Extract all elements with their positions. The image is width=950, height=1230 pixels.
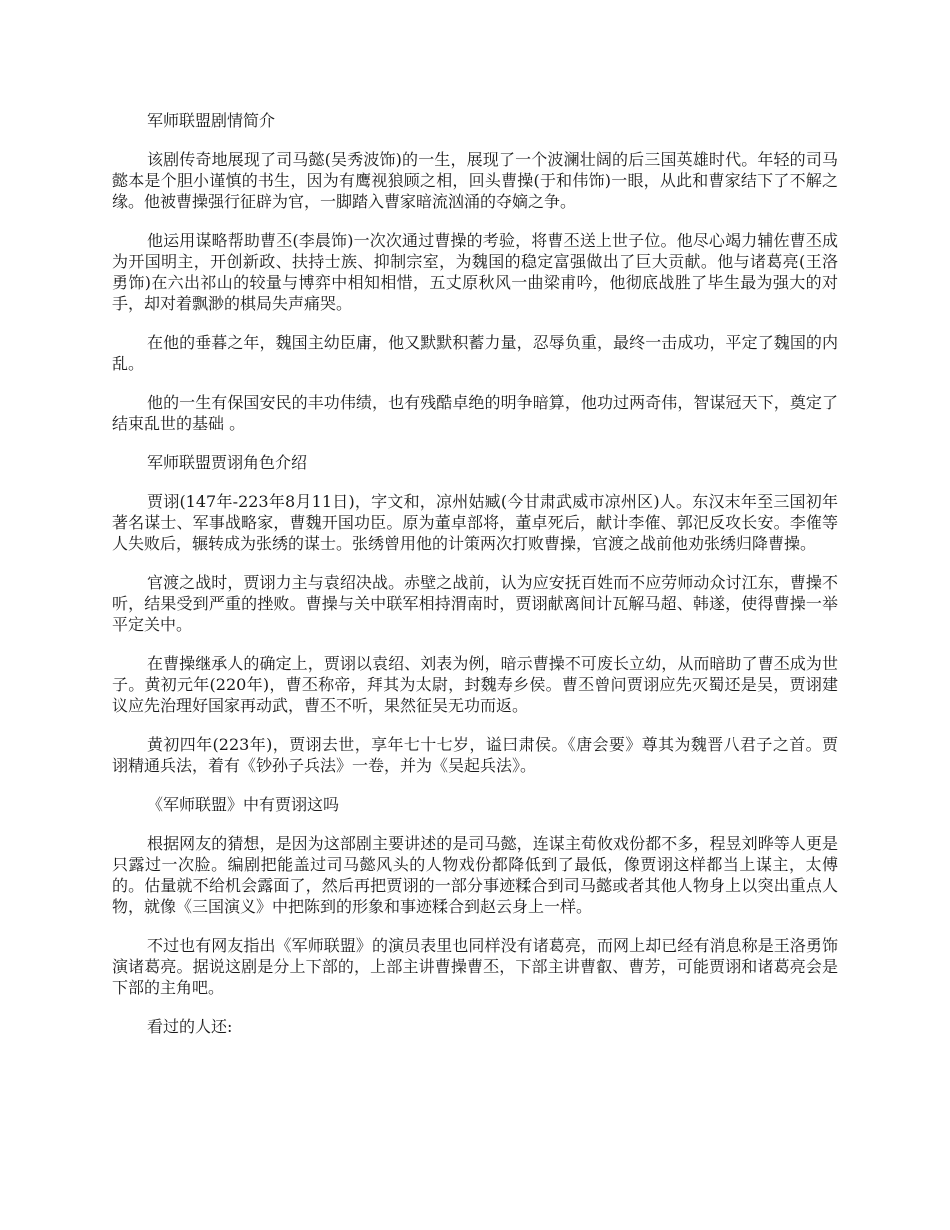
paragraph: 官渡之战时，贾诩力主与袁绍决战。赤壁之战前，认为应安抚百姓而不应劳师动众讨江东，曹操不听，结果受到严重的挫败。曹操与关中联军相持渭南时，贾诩献离间计瓦解马超、韩遂，使得曹操一举平定关中。 <box>112 573 838 634</box>
paragraph: 根据网友的猜想，是因为这部剧主要讲述的是司马懿，连谋主荀攸戏份都不多，程昱刘晔等人更是只露过一次脸。编剧把能盖过司马懿风头的人物戏份都降低到了最低，像贾诩这样都当上谋主，太傅的。估量就不给机会露面了，然后再把贾诩的一部分事迹糅合到司马懿或者其他人物身上以突出重点人物，就像《三国演义》中把陈到的形象和事迹糅合到赵云身上一样。 <box>112 834 838 916</box>
paragraph: 黄初四年(223年)，贾诩去世，享年七十七岁，谥曰肃侯。《唐会要》尊其为魏晋八君子之首。贾诩精通兵法，着有《钞孙子兵法》一卷，并为《吴起兵法》。 <box>112 735 838 775</box>
section-heading-question: 《军师联盟》中有贾诩这吗 <box>147 795 340 814</box>
paragraph: 他的一生有保国安民的丰功伟绩，也有残酷卓绝的明争暗算，他功过两奇伟，智谋冠天下，奠定了结束乱世的基础 。 <box>112 393 838 433</box>
paragraph: 该剧传奇地展现了司马懿(吴秀波饰)的一生，展现了一个波澜壮阔的后三国英雄时代。年轻的司马懿本是个胆小谨慎的书生，因为有鹰视狼顾之相，回头曹操(于和伟饰)一眼，从此和曹家结下了不解之缘。他被曹操强行征辟为官，一脚踏入曹家暗流汹涌的夺嫡之争。 <box>112 150 838 211</box>
paragraph: 在曹操继承人的确定上，贾诩以袁绍、刘表为例，暗示曹操不可废长立幼，从而暗助了曹丕成为世子。黄初元年(220年)，曹丕称帝，拜其为太尉，封魏寿乡侯。曹丕曾问贾诩应先灭蜀还是吴，贾诩建议应先治理好国家再动武，曹丕不听，果然征吴无功而返。 <box>112 654 838 715</box>
section-heading-also-viewed: 看过的人还: <box>147 1017 233 1036</box>
paragraph: 在他的垂暮之年，魏国主幼臣庸，他又默默积蓄力量，忍辱负重，最终一击成功，平定了魏国的内乱。 <box>112 333 838 373</box>
section-heading-jiaxu: 军师联盟贾诩角色介绍 <box>147 453 308 472</box>
paragraph: 贾诩(147年-223年8月11日)，字文和，凉州姑臧(今甘肃武威市凉州区)人。东汉末年至三国初年著名谋士、军事战略家，曹魏开国功臣。原为董卓部将，董卓死后，献计李傕、郭汜反攻长安。李傕等人失败后，辗转成为张绣的谋士。张绣曾用他的计策两次打败曹操，官渡之战前他劝张绣归降曹操。 <box>112 492 838 553</box>
document-body <box>112 110 838 1055</box>
paragraph: 他运用谋略帮助曹丕(李晨饰)一次次通过曹操的考验，将曹丕送上世子位。他尽心竭力辅佐曹丕成为开国明主，开创新政、扶持士族、抑制宗室，为魏国的稳定富强做出了巨大贡献。他与诸葛亮(王洛勇饰)在六出祁山的较量与博弈中相知相惜，五丈原秋风一曲梁甫吟，他彻底战胜了毕生最为强大的对手，却对着飘渺的棋局失声痛哭。 <box>112 231 838 313</box>
section-heading-plot: 军师联盟剧情简介 <box>147 111 276 130</box>
paragraph: 不过也有网友指出《军师联盟》的演员表里也同样没有诸葛亮，而网上却已经有消息称是王洛勇饰演诸葛亮。据说这剧是分上下部的，上部主讲曹操曹丕，下部主讲曹叡、曹芳，可能贾诩和诸葛亮会是下部的主角吧。 <box>112 936 838 997</box>
